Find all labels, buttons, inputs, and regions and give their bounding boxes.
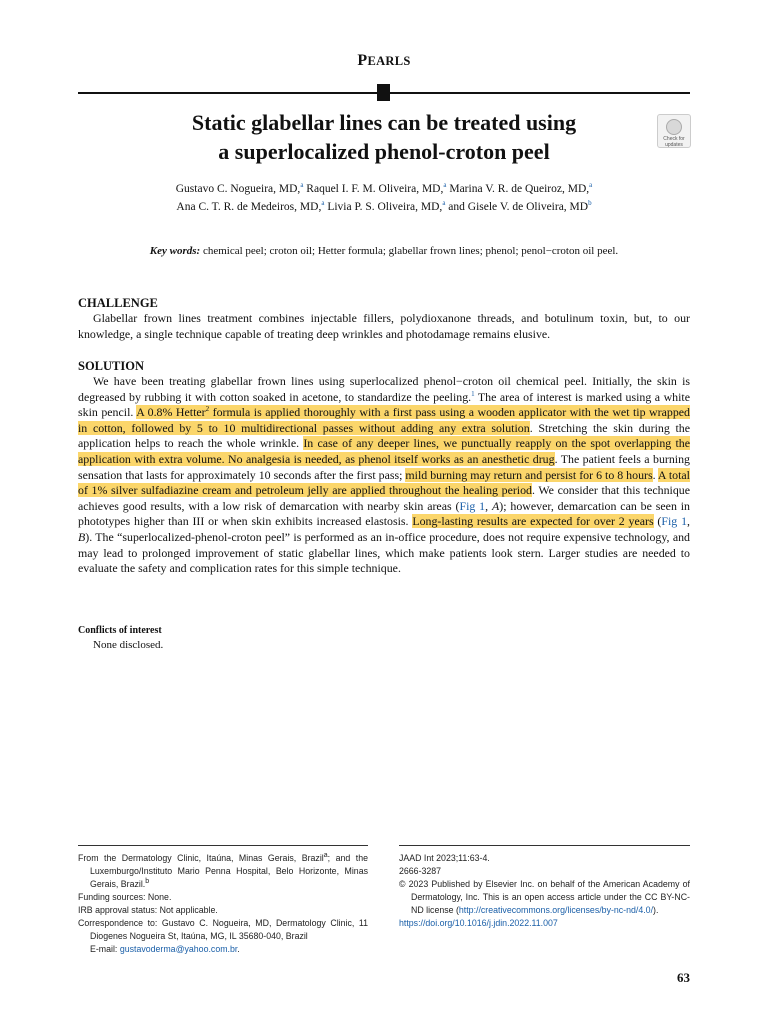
affiliations-note: From the Dermatology Clinic, Itaúna, Minas Gerais, Brazil$^a$; and the Luxemburgo/Instituto Mario Penna Hospital, Belo Horizonte, Minas Gerais, Brazil.$^b$	[78, 852, 368, 889]
author-name: Ana C. T. R. de Medeiros, MD,	[176, 201, 322, 213]
figure-link[interactable]: Fig 1	[661, 514, 688, 529]
check-for-updates-badge[interactable]	[657, 114, 691, 148]
license-link[interactable]: http://creativecommons.org/licenses/by-nc-nd/4.0/	[458, 905, 654, 915]
check-for-updates-icon	[666, 119, 682, 135]
title-line-1: Static glabellar lines can be treated using	[191, 110, 577, 135]
conflicts-heading: Conflicts of interest	[78, 625, 162, 636]
keywords	[78, 245, 690, 257]
footnote-rule-right	[399, 845, 690, 846]
highlight: A total of 1% silver sulfadiazine cream and petroleum jelly are applied throughout the healing period	[78, 467, 690, 498]
figure-link[interactable]: Fig 1	[459, 498, 486, 513]
reference-marker[interactable]: 1	[471, 389, 475, 398]
author-list	[78, 180, 690, 216]
section-label-rest: EARLS	[367, 54, 411, 68]
issn: 2666-3287	[399, 866, 442, 876]
author-affiliation-marker[interactable]: a	[589, 181, 593, 190]
correspondence-note: Correspondence to: Gustavo C. Nogueira, MD, Dermatology Clinic, 11 Diogenes Nogueira St, Itaúna, MG, IL 35680-040, Brazil E-mail: gustavoderma@yahoo.com.br.	[78, 918, 368, 954]
solution-paragraph: We have been treating glabellar frown lines using superlocalized phenol−croton oil chemical peel. Initially, the skin is degreased by rubbing it with cotton soaked in acetone, to standardize the peeling.$^1$ The area of interest is marked using a white skin pencil. A 0.8% Hetter$^2$ formula is applied thoroughly with a first pass using a wooden applicator with the wet tip wrapped in cotton, followed by 5 to 10 multidirectional passes without adding any extra solution. Stretching the skin during the application helps to reach the whole wrinkle. In case of any deeper lines, we punctually reapply on the spot overlapping the application with extra volume. No analgesia is needed, as phenol itself works as an anesthetic drug. The patient feels a burning sensation that lasts for approximately 10 seconds after the first pass; mild burning may return and persist for 6 to 8 hours. A total of 1% silver sulfadiazine cream and petroleum jelly are applied throughout the healing period. We consider that this technique achieves good results, with a low risk of demarcation with nearby skin areas (Fig 1, A); however, demarcation can be seen in phototypes higher than III or when skin exhibits increased elastosis. Long-lasting results are expected for over 2 years (Fig 1, B). The “superlocalized-phenol-croton peel” is performed as an in-office procedure, does not require expensive technology, and may lead to prolonged improvement of static glabellar lines, which make patients look stern. Larger studies are needed to evaluate the safety and complication rates for this simple technique.	[78, 374, 691, 576]
funding-note: Funding sources: None.	[78, 892, 172, 902]
keywords-label: Key words:	[149, 245, 201, 257]
highlight: In case of any deeper lines, we punctually reapply on the spot overlapping the application with extra volume. No analgesia is needed, as phenol itself works as an anesthetic drug	[78, 436, 690, 466]
highlight: mild burning may return and persist for 6 to 8 hours	[405, 467, 653, 482]
authors-line-2	[78, 198, 690, 216]
highlight: Long-lasting results are expected for over 2 years	[412, 514, 654, 529]
author-affiliation-marker[interactable]: a	[442, 199, 446, 208]
author-name: Raquel I. F. M. Oliveira, MD,	[306, 183, 444, 195]
footnotes-right	[399, 852, 690, 930]
header-rule-block	[377, 84, 390, 101]
irb-note: IRB approval status: Not applicable.	[78, 905, 218, 915]
email-link[interactable]: gustavoderma@yahoo.com.br	[119, 944, 238, 954]
reference-marker[interactable]: 2	[205, 405, 210, 414]
doi-link[interactable]: https://doi.org/10.1016/j.jdin.2022.11.007	[399, 918, 558, 928]
challenge-body	[78, 311, 690, 342]
page-number: 63	[677, 970, 690, 985]
keywords-text: chemical peel; croton oil; Hetter formula; glabellar frown lines; phenol; penol−croton oil peel.	[202, 245, 619, 257]
journal-citation: JAAD Int 2023;11:63-4.	[399, 853, 490, 863]
author-name: Gustavo C. Nogueira, MD,	[175, 183, 301, 195]
author-name: and Gisele V. de Oliveira, MD	[448, 201, 589, 213]
highlight: A 0.8% Hetter$^2$ formula is applied thoroughly with a first pass using a wooden applicator with the wet tip wrapped in cotton, followed by 5 to 10 multidirectional passes without adding any extra solution	[78, 405, 690, 435]
title-line-2: a superlocalized phenol-croton peel	[218, 139, 550, 164]
footnotes-left	[78, 852, 368, 956]
check-badge-label: Check for updates	[663, 136, 685, 148]
section-label-initial: P	[357, 52, 368, 69]
challenge-paragraph: Glabellar frown lines treatment combines injectable fillers, polydioxanone threads, and botulinum toxin, but, to our knowledge, a single technique capable of treating deep wrinkles and photodamage remains elusive.	[78, 311, 690, 341]
author-affiliation-marker[interactable]: a	[300, 181, 304, 190]
copyright-note: © 2023 Published by Elsevier Inc. on behalf of the American Academy of Dermatology, Inc. This is an open access article under the CC BY-NC-ND license (http://creativecommons.org/licenses/by-nc-nd/4.0/).	[399, 879, 690, 915]
author-name: Marina V. R. de Queiroz, MD,	[449, 183, 590, 195]
footnote-rule-left	[78, 845, 368, 846]
challenge-heading: CHALLENGE	[78, 296, 158, 310]
article-title	[100, 108, 668, 166]
author-affiliation-marker[interactable]: a	[443, 181, 447, 190]
author-affiliation-marker[interactable]: a	[321, 199, 325, 208]
authors-line-1	[78, 180, 690, 198]
author-affiliation-marker[interactable]: b	[588, 199, 592, 208]
section-label	[0, 52, 768, 70]
conflicts-text: None disclosed.	[93, 639, 164, 651]
solution-body	[78, 374, 690, 577]
author-name: Livia P. S. Oliveira, MD,	[327, 201, 443, 213]
solution-heading: SOLUTION	[78, 359, 144, 373]
